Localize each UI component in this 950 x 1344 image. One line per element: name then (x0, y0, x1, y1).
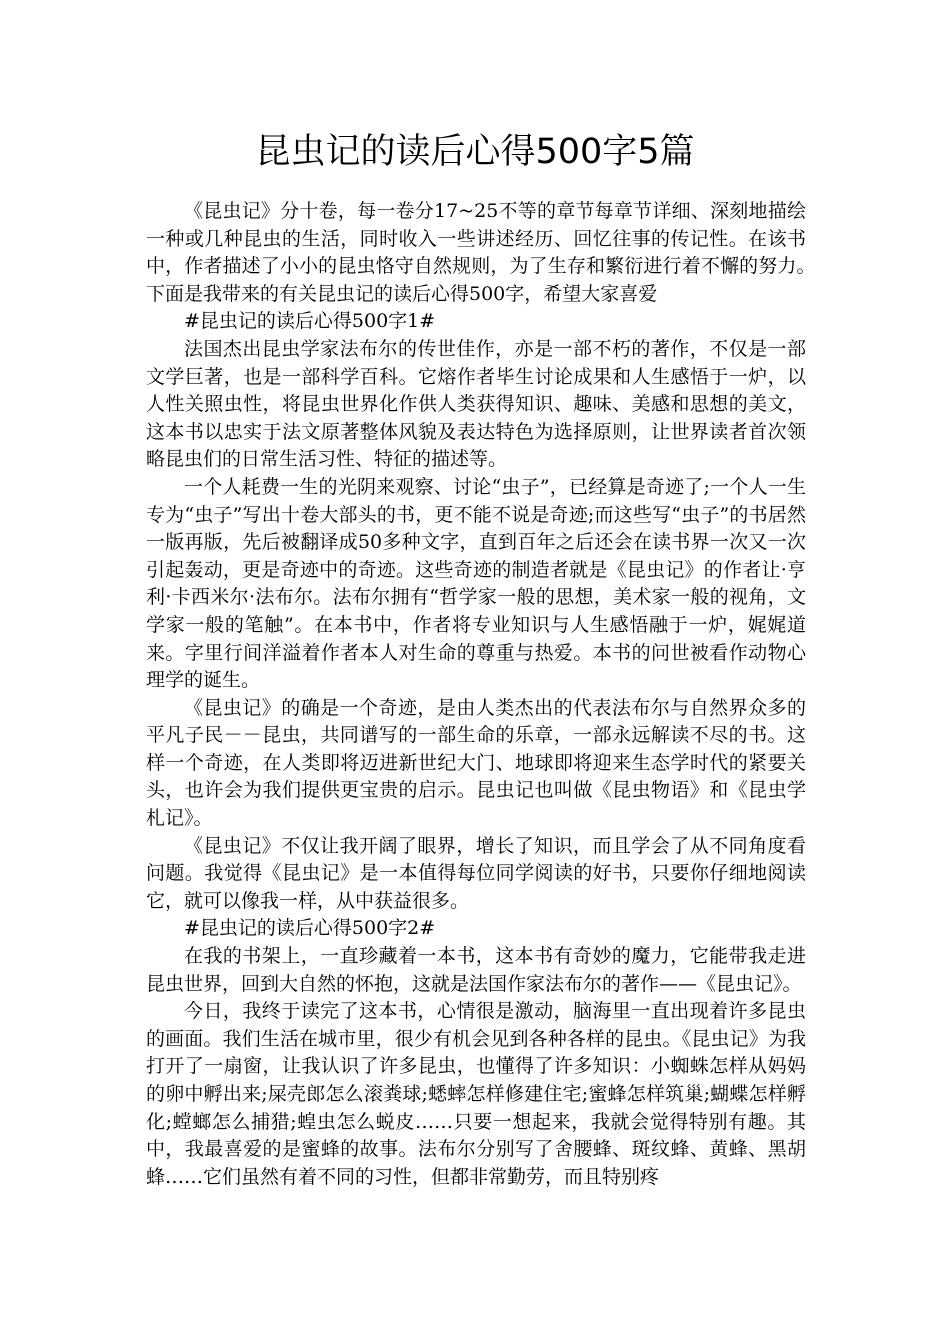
paragraph: 《昆虫记》不仅让我开阔了眼界，增长了知识，而且学会了从不同角度看问题。我觉得《昆虫记》是一本值得每位同学阅读的好书，只要你仔细地阅读它，就可以像我一样，从中获益很多。 (146, 834, 806, 912)
paragraph: 今日，我终于读完了这本书，心情很是激动，脑海里一直出现着许多昆虫的画面。我们生活在城市里，很少有机会见到各种各样的昆虫。《昆虫记》为我打开了一扇窗，让我认识了许多昆虫，也懂得了许多知识：小蜘蛛怎样从妈妈的卵中孵出来;屎壳郎怎么滚粪球;蟋蟀怎样修建住宅;蜜蜂怎样筑巢;蝴蝶怎样孵化;螳螂怎么捕猎;蝗虫怎么蜕皮……只要一想起来，我就会觉得特别有趣。其中，我最喜爱的是蜜蜂的故事。法布尔分别写了舍腰蜂、斑纹蜂、黄蜂、黑胡蜂……它们虽然有着不同的习性，但都非常勤劳，而且特别疼 (146, 1000, 806, 1188)
document-title: 昆虫记的读后心得500字5篇 (255, 132, 695, 172)
section-heading-1: #昆虫记的读后心得500字1# (184, 310, 436, 333)
paragraph: 一个人耗费一生的光阴来观察、讨论“虫子”，已经算是奇迹了;一个人一生专为“虫子”写出十卷大部头的书，更不能不说是奇迹;而这些写“虫子”的书居然一版再版，先后被翻译成50多种文字，直到百年之后还会在读书界一次又一次引起轰动，更是奇迹中的奇迹。这些奇迹的制造者就是《昆虫记》的作者让·亨利·卡西米尔·法布尔。法布尔拥有“哲学家一般的思想，美术家一般的视角，文学家一般的笔触”。在本书中，作者将专业知识与人生感悟融于一炉，娓娓道来。字里行间洋溢着作者本人对生命的尊重与热爱。本书的问世被看作动物心理学的诞生。 (146, 475, 806, 692)
document-body (146, 198, 826, 1191)
paragraph: 在我的书架上，一直珍藏着一本书，这本书有奇妙的魔力，它能带我走进昆虫世界，回到大自然的怀抱，这就是法国作家法布尔的著作——《昆虫记》。 (146, 945, 806, 995)
paragraph: 《昆虫记》的确是一个奇迹，是由人类杰出的代表法布尔与自然界众多的平凡子民－－昆虫，共同谱写的一部生命的乐章，一部永远解读不尽的书。这样一个奇迹，在人类即将迈进新世纪大门、地球即将迎来生态学时代的紧要关头，也许会为我们提供更宝贵的启示。昆虫记也叫做《昆虫物语》和《昆虫学札记》。 (146, 696, 806, 830)
paragraph: 法国杰出昆虫学家法布尔的传世佳作，亦是一部不朽的著作，不仅是一部文学巨著，也是一部科学百科。它熔作者毕生讨论成果和人生感悟于一炉，以人性关照虫性，将昆虫世界化作供人类获得知识、趣味、美感和思想的美文，这本书以忠实于法文原著整体风貌及表达特色为选择原则，让世界读者首次领略昆虫们的日常生活习性、特征的描述等。 (146, 337, 806, 471)
section-heading-2: #昆虫记的读后心得500字2# (184, 917, 436, 940)
paragraph-intro: 《昆虫记》分十卷，每一卷分17~25不等的章节每章节详细、深刻地描绘一种或几种昆虫的生活，同时收入一些讲述经历、回忆往事的传记性。在该书中，作者描述了小小的昆虫恪守自然规则，为了生存和繁衍进行着不懈的努力。 下面是我带来的有关昆虫记的读后心得500字，希望大家喜爱 (146, 200, 826, 305)
